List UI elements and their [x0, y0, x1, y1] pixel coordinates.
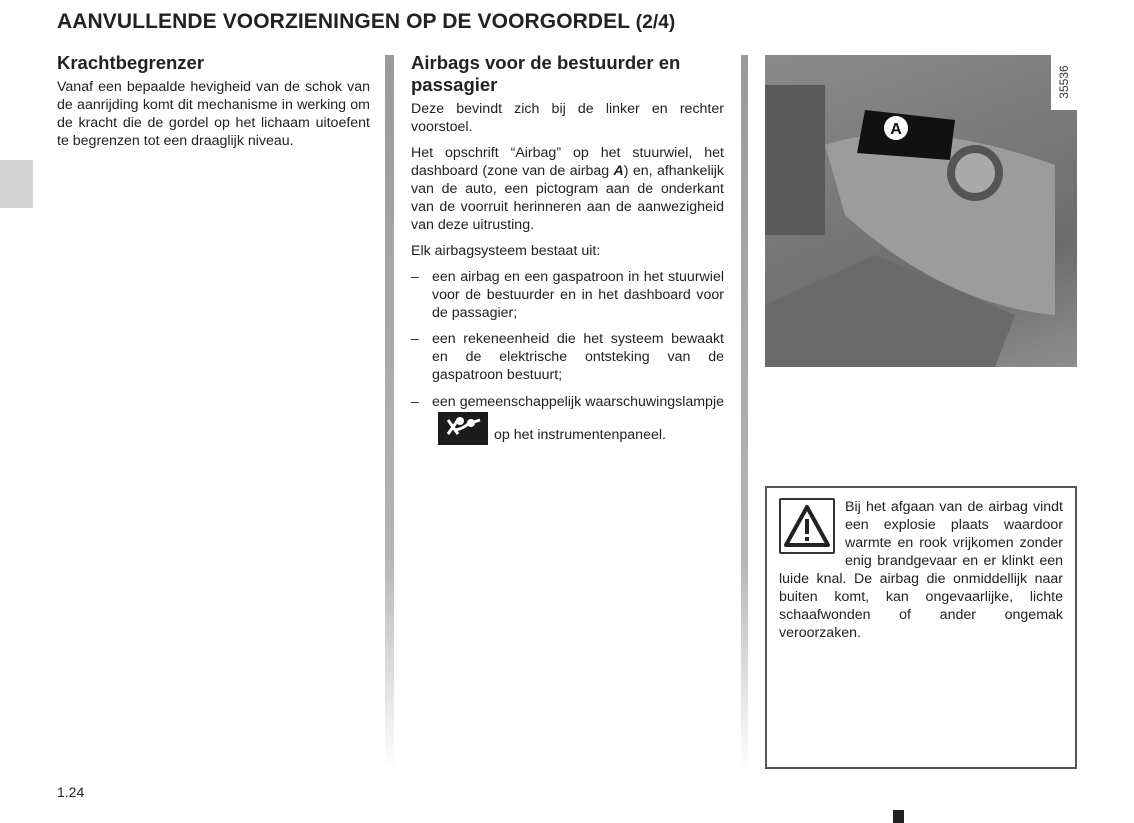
dashboard-photo: [765, 55, 1077, 367]
airbags-location: Deze bevindt zich bij de linker en rechter voorstoel.: [411, 101, 724, 135]
p2b: ) en, afhankelijk van de auto, een pictogram aan de onderkant van de voorruit herinneren aan de aanwezigheid van deze uitrusting.: [411, 163, 724, 233]
warning-triangle-icon: [779, 498, 835, 554]
airbags-label-text: [411, 144, 724, 234]
column-force-limiter: [57, 52, 370, 158]
force-limiter-text: Vanaf een bepaalde hevigheid van de schok van de aanrijding komt dit mechanisme in werking om de kracht die de gordel op het lichaam uitoefent te begrenzen tot een draaglijk niveau.: [57, 79, 370, 149]
page-number: 1.24: [57, 784, 85, 800]
title-part: (2/4): [635, 12, 676, 33]
system-list: [411, 268, 724, 445]
airbag-warning-lamp-icon: [438, 412, 488, 445]
warning-box: [765, 486, 1077, 769]
zone-letter: A: [613, 163, 624, 179]
column-divider: [741, 55, 748, 770]
heading-airbags: Airbags voor de bestuurder en passagier: [411, 52, 681, 95]
heading-force-limiter: Krachtbegrenzer: [57, 52, 205, 73]
item3b: op het instrumentenpaneel.: [494, 427, 666, 443]
section-tab: [0, 160, 33, 208]
photo-ref: [1051, 55, 1077, 110]
item3a: een gemeenschappelijk waarschuwingslampje: [432, 394, 724, 410]
list-item: [411, 392, 724, 445]
p2a: Het opschrift “Airbag” op het stuurwiel, het dashboard (zone van de airbag: [411, 145, 724, 179]
column-divider: [385, 55, 394, 770]
print-mark: [893, 810, 904, 823]
warning-text: Bij het afgaan van de airbag vindt een explosie plaats waardoor warmte en rook vrijkomen zonder enig brandgevaar en er klinkt een luide knal. De airbag die onmiddellijk naar buiten komt, kan ongevaarlijke, lichte schaafwonden of ander ongemak veroorzaken.: [779, 499, 1063, 641]
callout-a: A: [890, 121, 902, 138]
title-text: AANVULLENDE VOORZIENINGEN OP DE VOORGORDEL: [57, 10, 630, 33]
list-item: – een rekeneenheid die het systeem bewaakt en de elektrische ontsteking van de gaspatroon bestuurt;: [411, 330, 724, 384]
photo-ref-text: 35536: [1057, 65, 1071, 99]
list-item: – een airbag en een gaspatroon in het stuurwiel voor de bestuurder en in het dashboard voor de passagier;: [411, 268, 724, 322]
column-airbags: [411, 52, 724, 453]
page-title: [57, 10, 675, 34]
system-intro: Elk airbagsysteem bestaat uit:: [411, 243, 601, 259]
